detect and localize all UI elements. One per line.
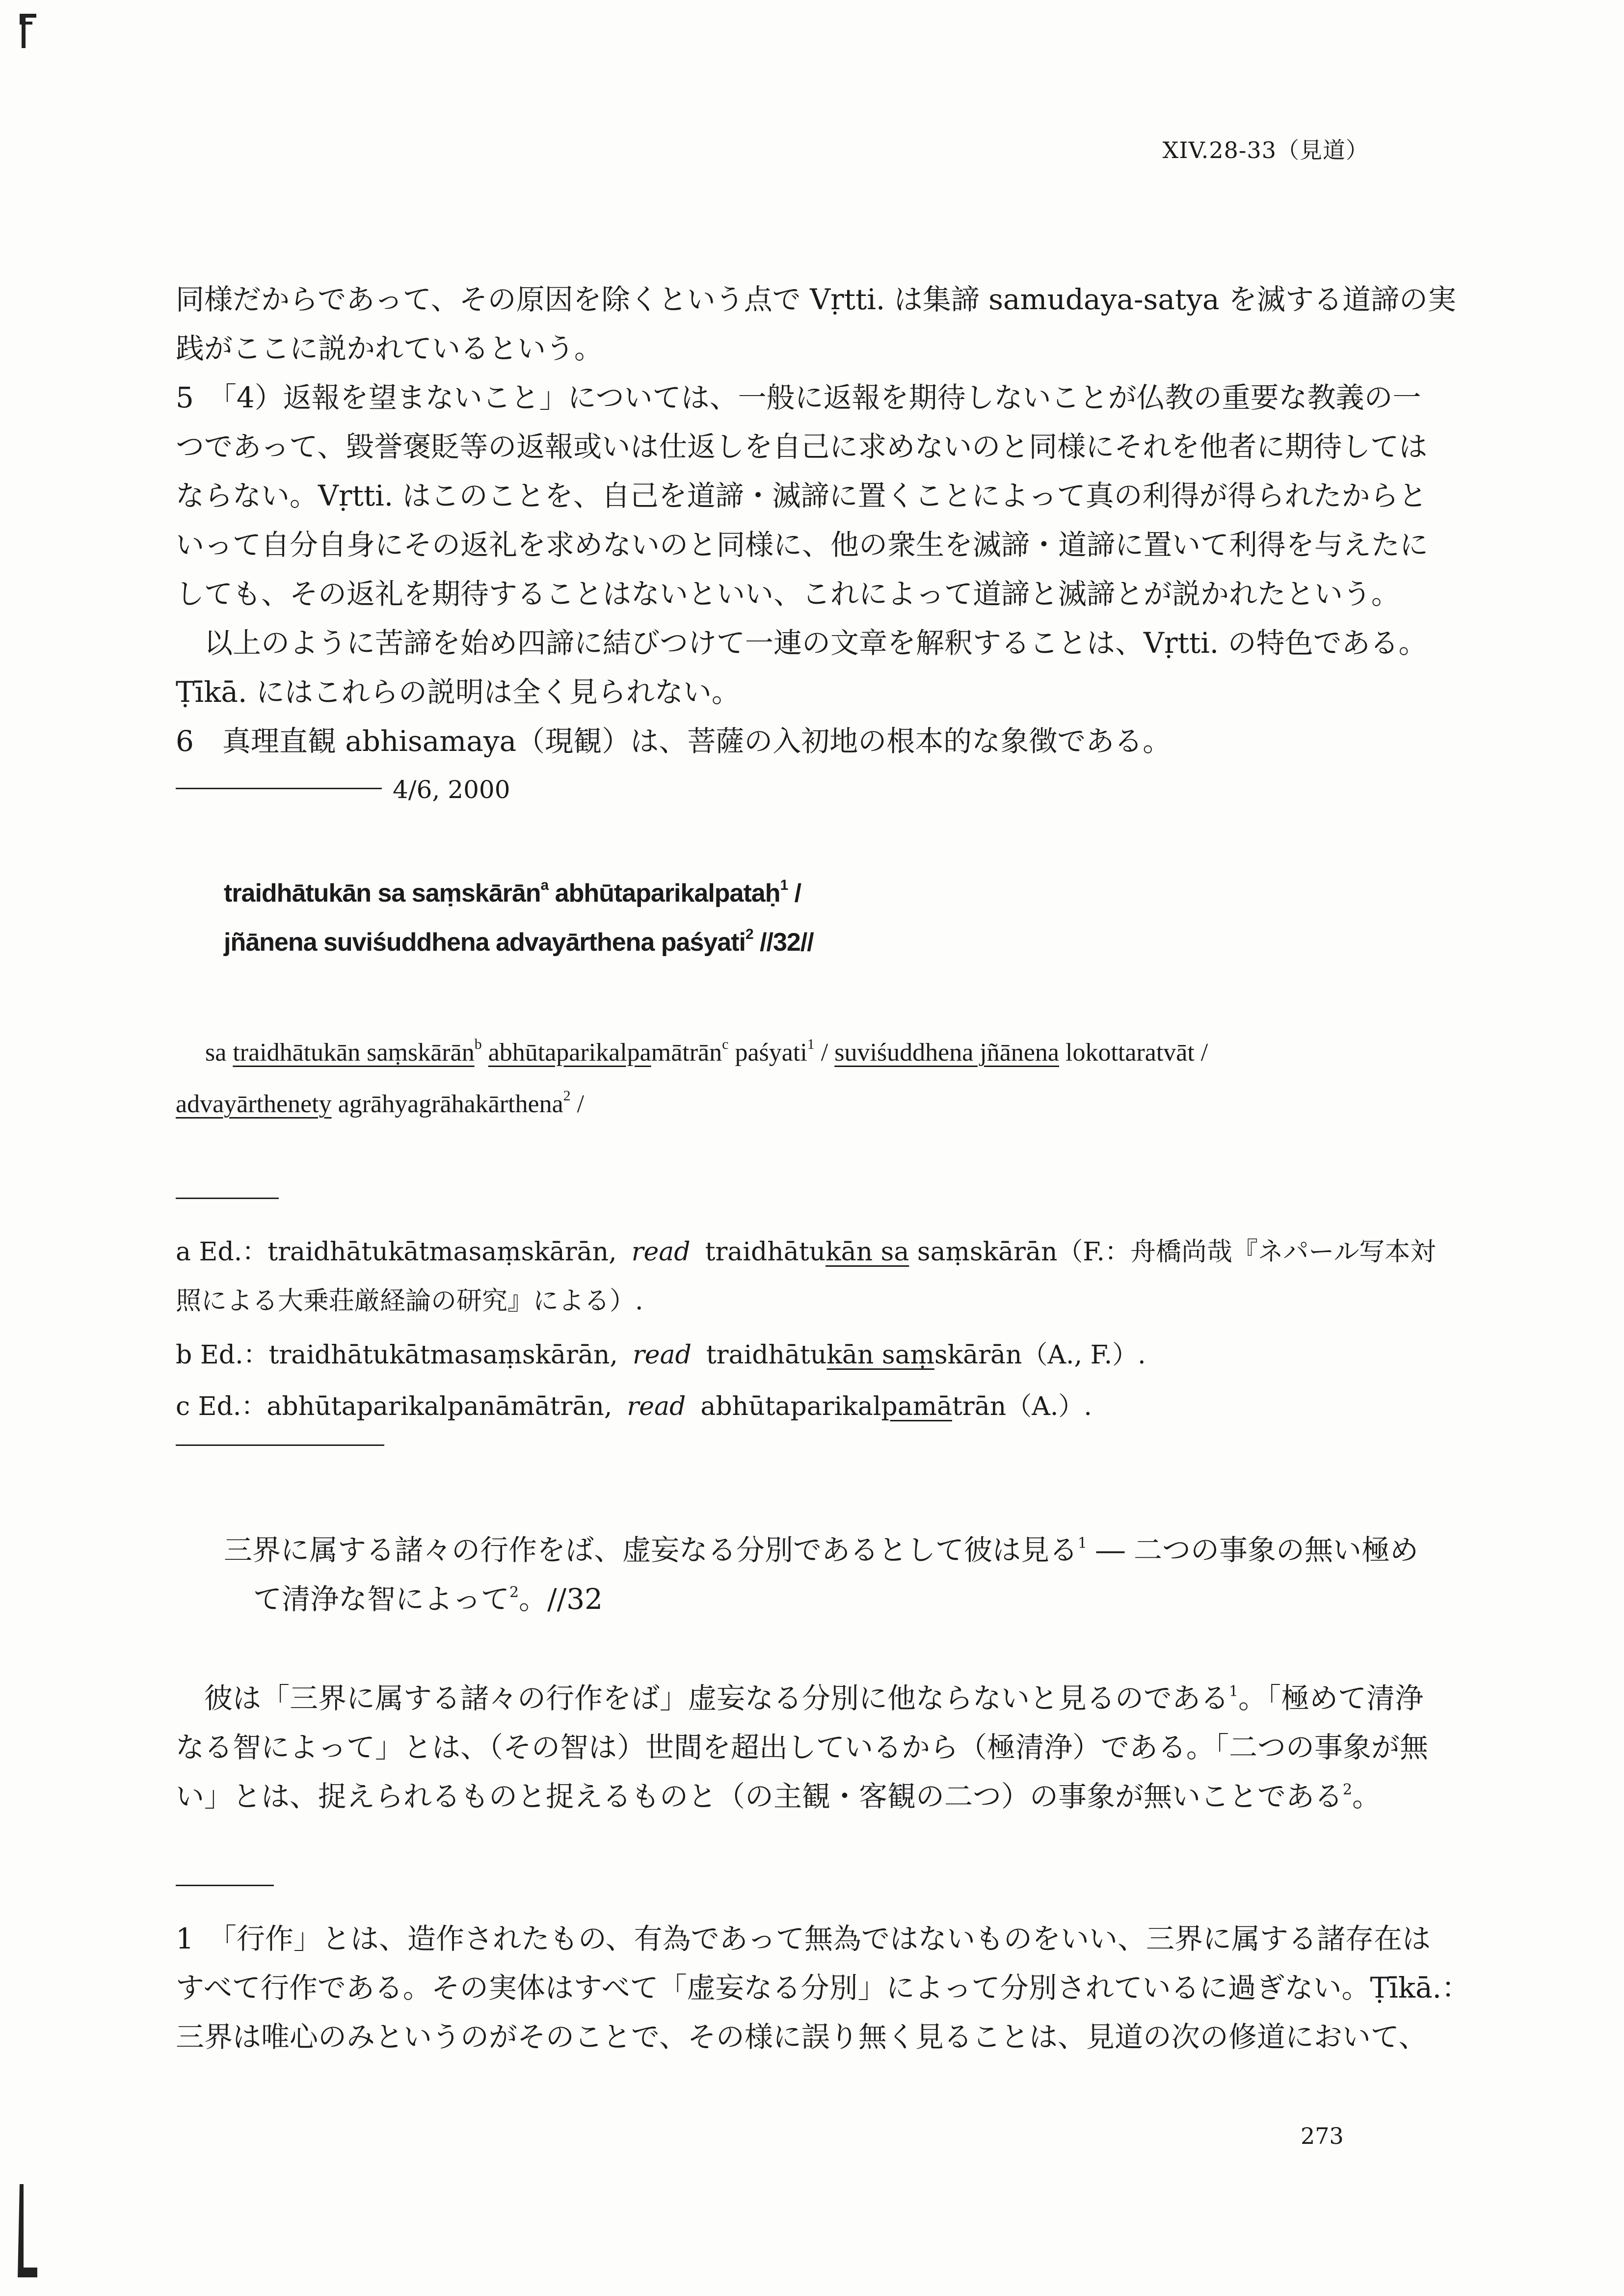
text-run: saṃskārān（F.：舟橋尚哉『ネパール写本対 xyxy=(909,1237,1436,1267)
prior-note-line: しても、その返礼を期待することはないといい、これによって道諦と滅諦とが説かれたという。 xyxy=(176,577,1400,611)
textual-note-a xyxy=(176,1231,1436,1268)
text-run: sa xyxy=(205,1039,233,1067)
text-run: abhūtaparikal xyxy=(700,1392,881,1421)
text-run: / xyxy=(814,1039,835,1067)
notes-separator-bottom xyxy=(176,1444,384,1446)
note-read: read xyxy=(631,1237,691,1267)
underlined-term: kān saṃ xyxy=(826,1340,934,1370)
sanskrit-commentary-line-2 xyxy=(176,1090,584,1119)
text-run: agrāhyagrāhakārthena xyxy=(331,1090,563,1118)
footnote-marker: 1 xyxy=(807,1036,815,1052)
text-run: skārān（A., F.）. xyxy=(934,1340,1146,1370)
prior-note-line: いって自分自身にその返礼を求めないのと同様に、他の衆生を滅諦・道諦に置いて利得を与えたに xyxy=(176,528,1429,561)
text-run: traidhātu xyxy=(706,1340,827,1370)
translation-verse-line-1: 三界に属する諸々の行作をば、虚妄なる分別であるとして彼は見る$^1$ ― 二つの事象の無い極め xyxy=(224,1533,1418,1567)
underlined-term: suviśuddhena jñānena xyxy=(834,1039,1059,1067)
prior-note-line: つであって、毀誉褒貶等の返報或いは仕返しを自己に求めないのと同様にそれを他者に期待しては xyxy=(176,430,1428,463)
translation-verse-line-2: て清浄な智によって$^2$。//32 xyxy=(253,1582,603,1616)
text-run: traidhātu xyxy=(705,1237,826,1267)
text-run xyxy=(482,1039,488,1067)
footnote-line: すべて行作である。その実体はすべて「虚妄なる分別」によって分別されているに過ぎない。Ṭīkā.： xyxy=(176,1971,1470,2004)
underlined-term: kān sa xyxy=(825,1237,909,1267)
textual-note-c xyxy=(176,1386,1092,1422)
scan-mark-top xyxy=(20,14,36,48)
sanskrit-verse-line-2: jñānena suviśuddhena advayārthena paśyati$^2$ //32// xyxy=(224,926,814,957)
notes-separator-top xyxy=(176,1198,279,1199)
page-number: 273 xyxy=(1301,2123,1344,2149)
text-run: mātrān xyxy=(651,1039,722,1067)
footnote-marker: b xyxy=(474,1036,482,1052)
prior-note-line: ならない。Vṛtti. はこのことを、自己を道諦・滅諦に置くことによって真の利得が得られたからと xyxy=(176,479,1427,512)
prior-notes xyxy=(176,275,1456,766)
sanskrit-verse-line-1: traidhātukān sa saṃskārān$^a$ abhūtaparikalpataḥ$^1$ / xyxy=(224,877,801,908)
running-header: XIV.28-33（見道） xyxy=(1162,137,1369,163)
note-label: c Ed.：abhūtaparikalpanāmātrān, xyxy=(176,1392,612,1421)
text-run: paśyati xyxy=(728,1039,807,1067)
translation-commentary-line: い」とは、捉えられるものと捉えるものと（の主観・客観の二つ）の事象が無いことである$^2$。 xyxy=(176,1780,1381,1813)
note-read: read xyxy=(632,1340,692,1370)
prior-note-line: 践がここに説かれているという。 xyxy=(176,332,603,365)
note-label: b Ed.：traidhātukātmasaṃskārān, xyxy=(176,1340,618,1370)
underlined-term: advayārthenety xyxy=(176,1090,332,1118)
text-run: / xyxy=(570,1090,585,1118)
footnote-marker: 2 xyxy=(563,1088,571,1104)
prior-note-line: 5 「4）返報を望まないこと」については、一般に返報を期待しないことが仏教の重要な教義の一 xyxy=(176,381,1421,414)
scan-mark-bottom xyxy=(18,2184,37,2277)
footnote-line: 1 「行作」とは、造作されたもの、有為であって無為ではないものをいい、三界に属する諸存在は xyxy=(176,1922,1431,1955)
footnote-separator xyxy=(176,1885,274,1886)
text-run: lokottaratvāt / xyxy=(1059,1039,1208,1067)
footnote-marker: c xyxy=(722,1036,729,1052)
prior-note-line: 以上のように苦諦を始め四諦に結びつけて一連の文章を解釈することは、Vṛtti. の特色である。 xyxy=(204,626,1427,660)
note-read: read xyxy=(627,1392,686,1421)
underlined-term: pamā xyxy=(881,1392,953,1421)
prior-note-line: 同様だからであって、その原因を除くという点で Vṛtti. は集諦 samudaya-satya を滅する道諦の実 xyxy=(176,283,1456,316)
underlined-term: abhūtaparikalpa xyxy=(488,1039,651,1067)
textual-note-b xyxy=(176,1334,1146,1371)
footnotes xyxy=(176,1914,1470,2061)
translation-commentary-line: なる智によって」とは、（その智は）世間を超出しているから（極清浄）である。「二つの事象が無 xyxy=(176,1731,1429,1764)
note-label: a Ed.：traidhātukātmasaṃskārān, xyxy=(176,1237,617,1267)
text-run: trān（A.）. xyxy=(952,1392,1092,1421)
translation-commentary-line: 彼は「三界に属する諸々の行作をば」虚妄なる分別に他ならないと見るのである$^1$。「極めて清浄 xyxy=(204,1682,1424,1715)
translation-commentary xyxy=(176,1674,1429,1821)
date-rule xyxy=(176,788,382,789)
footnote-line: 三界は唯心のみというのがそのことで、その様に誤り無く見ることは、見道の次の修道において、 xyxy=(176,2020,1427,2054)
prior-note-line: Ṭīkā. にはこれらの説明は全く見られない。 xyxy=(176,675,740,709)
textual-note-a-continued: 照による大乗荘厳経論の研究』による）. xyxy=(176,1286,643,1316)
prior-note-line: 6 真理直観 abhisamaya（現観）は、菩薩の入初地の根本的な象徴である。 xyxy=(176,724,1171,758)
underlined-term: traidhātukān saṃskārān xyxy=(233,1039,475,1067)
sanskrit-commentary-line-1 xyxy=(205,1038,1208,1067)
date-stamp: 4/6, 2000 xyxy=(393,775,510,804)
